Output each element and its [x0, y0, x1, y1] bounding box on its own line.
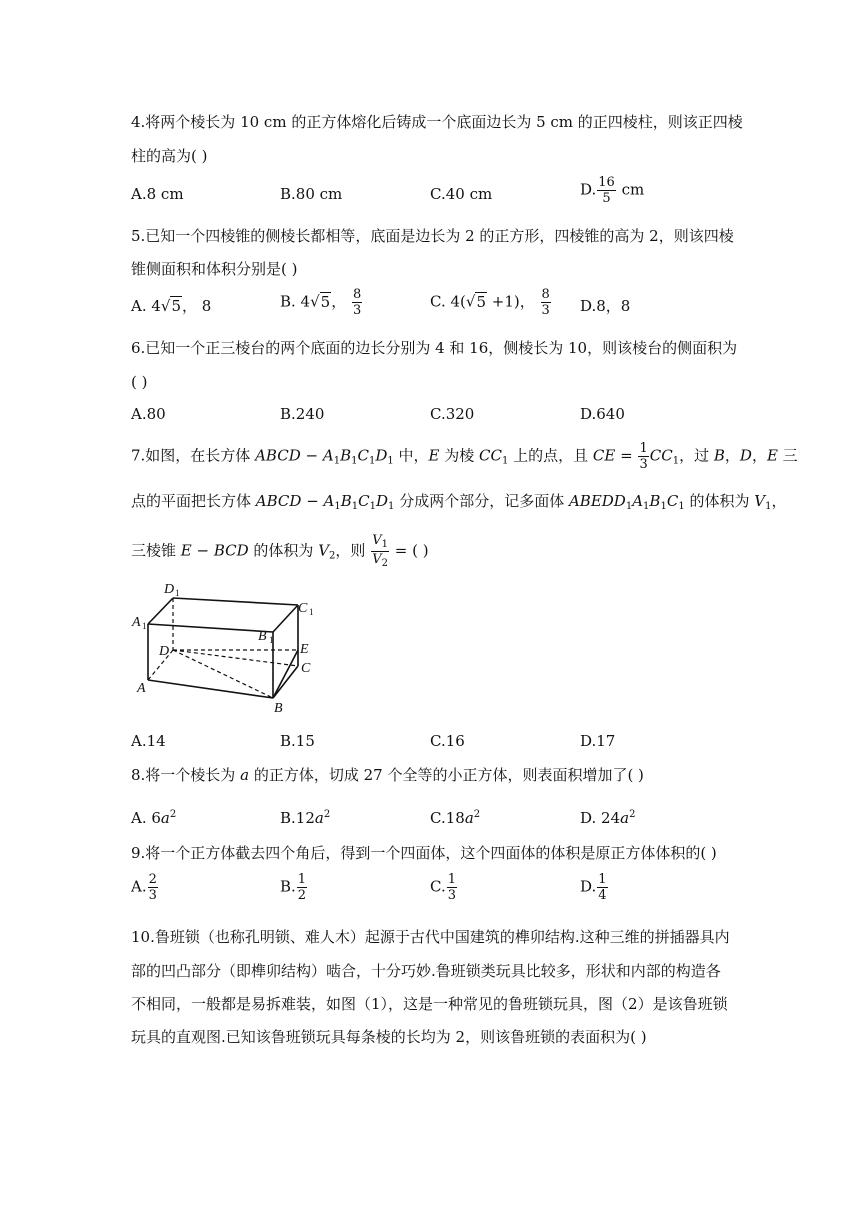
label-e: E: [300, 642, 309, 657]
q8-option-a: A. $6a^2$: [131, 809, 177, 827]
q10-stem-line1: 10.鲁班锁（也称孔明锁、难人木）起源于古代中国建筑的榫卯结构.这种三维的拼插器具内: [131, 928, 730, 946]
label-b: B: [274, 701, 283, 716]
label-d: D: [159, 644, 170, 659]
label-a1: A: [132, 615, 141, 630]
q8-option-c: $C.18a^2$: [430, 809, 481, 827]
q5-option-a: A. 4√5， 8: [131, 297, 212, 315]
q6-option-c: C.320: [430, 405, 475, 423]
q4-option-c: C.40 cm: [430, 185, 493, 203]
rectangular-prism-figure: [128, 574, 328, 720]
q7-option-b: B.15: [280, 732, 315, 750]
label-a1-sub: 1: [142, 621, 147, 631]
q5-stem-line1: 5.已知一个四棱锥的侧棱长都相等，底面是边长为 2 的正方形，四棱锥的高为 2，则该四棱: [131, 227, 734, 245]
q7-stem-line1: 7.如图，在长方体 ABCD − $A_1B_1C_1D_1$ 中，E 为棱 $CC_1$ 上的点，且 CE = $\frac{1}{3}$ $CC_1$，过 B，D，E 三: [131, 441, 798, 472]
q7-stem-line2: 点的平面把长方体 ABCD − $A_1B_1C_1D_1$ 分成两个部分，记多面体 $ABEDD_1A_1B_1C_1$ 的体积为 $V_1$，: [131, 492, 787, 512]
q9-option-c: C. $\frac{1}{3}$: [430, 872, 456, 903]
q5-option-c: C. 4(√5 +1)， $\frac{8}{3}$: [430, 287, 550, 318]
q7-option-d: D.17: [580, 732, 616, 750]
q5-stem-line2: 锥侧面积和体积分别是( ): [131, 260, 298, 278]
q6-option-b: B.240: [280, 405, 325, 423]
q8-stem-line1: 8.将一个棱长为 a 的正方体，切成 27 个全等的小正方体，则表面积增加了( ): [131, 766, 644, 784]
q9-option-b: B. $\frac{1}{2}$: [280, 872, 307, 903]
label-c: C: [301, 661, 311, 676]
q9-option-d: D. $\frac{1}{4}$: [580, 872, 607, 903]
label-d1: D: [164, 582, 175, 597]
q7-option-c: C.16: [430, 732, 465, 750]
q6-option-a: A.80: [131, 405, 166, 423]
q6-option-d: D.640: [580, 405, 625, 423]
q8-option-d: D. $24a^2$: [580, 809, 636, 827]
q6-stem-line2: ( ): [131, 373, 148, 391]
q6-stem-line1: 6.已知一个正三棱台的两个底面的边长分别为 4 和 16，侧棱长为 10，则该棱台的侧面积为: [131, 339, 738, 357]
q4-option-d: D. $\frac{16}{5}$ cm: [580, 175, 645, 206]
q7-option-a: A.14: [131, 732, 166, 750]
label-a: A: [137, 681, 146, 696]
q4-stem-line1: 4.将两个棱长为 10 cm 的正方体熔化后铸成一个底面边长为 5 cm 的正四棱柱，则该正四棱: [131, 113, 743, 131]
q9-option-a: A. $\frac{2}{3}$: [131, 872, 157, 903]
q10-stem-line3: 不相同，一般都是易拆难装，如图（1），这是一种常见的鲁班锁玩具，图（2）是该鲁班锁: [131, 995, 728, 1013]
q5-option-d: D.8，8: [580, 297, 631, 315]
q10-stem-line4: 玩具的直观图.已知该鲁班锁玩具每条棱的长均为 2，则该鲁班锁的表面积为( ): [131, 1028, 647, 1046]
q10-stem-line2: 部的凹凸部分（即榫卯结构）啮合，十分巧妙.鲁班锁类玩具比较多，形状和内部的构造各: [131, 962, 721, 980]
q5-option-b: B. 4√5， $\frac{8}{3}$: [280, 287, 362, 318]
q4-stem-line2: 柱的高为( ): [131, 147, 208, 165]
label-c1-sub: 1: [309, 607, 314, 617]
label-b1: B: [258, 629, 267, 644]
q4-option-b: B.80 cm: [280, 185, 343, 203]
label-d1-sub: 1: [175, 588, 180, 598]
q7-stem-line3: 三棱锥 E − BCD 的体积为 $V_2$，则 $\frac{V_1}{V_2}$ = ( ): [131, 533, 429, 569]
q8-option-b: $B.12a^2$: [280, 809, 331, 827]
q9-stem-line1: 9.将一个正方体截去四个角后，得到一个四面体，这个四面体的体积是原正方体体积的( ): [131, 844, 717, 862]
label-c1: C: [298, 601, 308, 616]
q4-option-a: A.8 cm: [131, 185, 184, 203]
label-b1-sub: 1: [269, 635, 274, 645]
